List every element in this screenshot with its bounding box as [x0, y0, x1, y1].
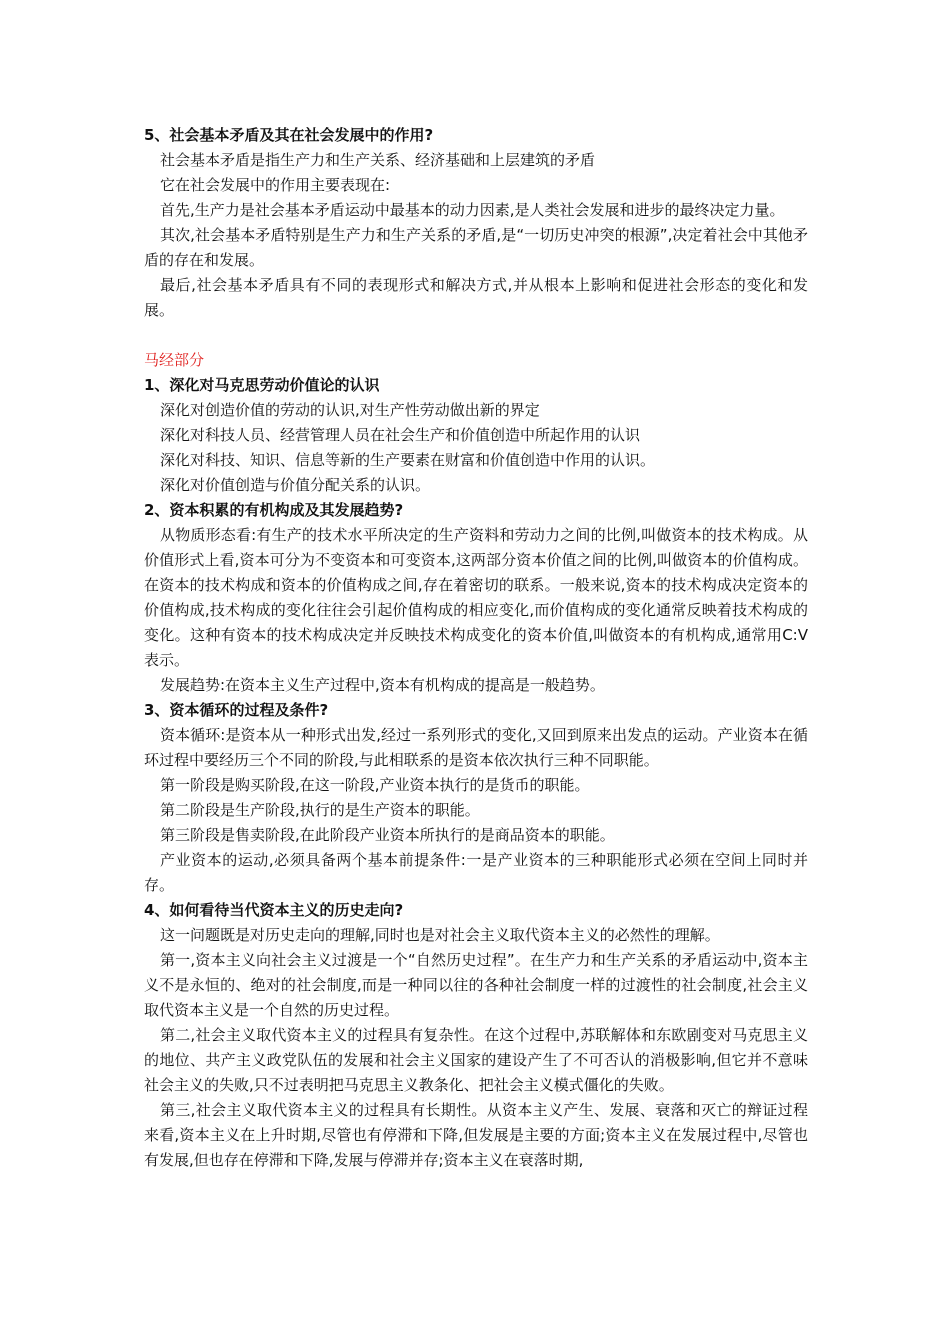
- question-heading: 3、资本循环的过程及条件?: [144, 701, 329, 719]
- paragraph: 这一问题既是对历史走向的理解,同时也是对社会主义取代资本主义的必然性的理解。: [160, 926, 720, 944]
- paragraph: 发展趋势:在资本主义生产过程中,资本有机构成的提高是一般趋势。: [160, 676, 605, 694]
- question-heading: 5、社会基本矛盾及其在社会发展中的作用?: [144, 126, 434, 144]
- paragraph: 第三,社会主义取代资本主义的过程具有长期性。从资本主义产生、发展、衰落和灭亡的辩证过程来看,资本主义在上升时期,尽管也有停滞和下降,但发展是主要的方面;资本主义在发展过程中,尽管也有发展,但也存在停滞和下降,发展与停滞并存;资本主义在衰落时期,: [144, 1101, 808, 1169]
- paragraph: 产业资本的运动,必须具备两个基本前提条件:一是产业资本的三种职能形式必须在空间上同时并存。: [144, 851, 808, 894]
- paragraph: 深化对价值创造与价值分配关系的认识。: [160, 476, 431, 494]
- paragraph: 第二阶段是生产阶段,执行的是生产资本的职能。: [160, 801, 480, 819]
- document-page: [144, 123, 808, 1173]
- paragraph: 第一阶段是购买阶段,在这一阶段,产业资本执行的是货币的职能。: [160, 776, 590, 794]
- paragraph: 深化对科技人员、经营管理人员在社会生产和价值创造中所起作用的认识: [160, 426, 641, 444]
- question-heading: 4、如何看待当代资本主义的历史走向?: [144, 901, 404, 919]
- paragraph: 第三阶段是售卖阶段,在此阶段产业资本所执行的是商品资本的职能。: [160, 826, 615, 844]
- paragraph: 社会基本矛盾是指生产力和生产关系、经济基础和上层建筑的矛盾: [160, 151, 596, 169]
- paragraph: 其次,社会基本矛盾特别是生产力和生产关系的矛盾,是“一切历史冲突的根源”,决定着社会中其他矛盾的存在和发展。: [144, 226, 808, 269]
- question-heading: 1、深化对马克思劳动价值论的认识: [144, 376, 380, 394]
- paragraph: 深化对科技、知识、信息等新的生产要素在财富和价值创造中作用的认识。: [160, 451, 656, 469]
- question-heading: 2、资本积累的有机构成及其发展趋势?: [144, 501, 404, 519]
- paragraph: 深化对创造价值的劳动的认识,对生产性劳动做出新的界定: [160, 401, 540, 419]
- paragraph: 它在社会发展中的作用主要表现在:: [160, 176, 391, 194]
- section-title: 马经部分: [144, 351, 205, 369]
- paragraph: 首先,生产力是社会基本矛盾运动中最基本的动力因素,是人类社会发展和进步的最终决定力量。: [160, 201, 785, 219]
- paragraph: 第二,社会主义取代资本主义的过程具有复杂性。在这个过程中,苏联解体和东欧剧变对马克思主义的地位、共产主义政党队伍的发展和社会主义国家的建设产生了不可否认的消极影响,但它并不意味社会主义的失败,只不过表明把马克思主义教条化、把社会主义模式僵化的失败。: [144, 1026, 808, 1094]
- paragraph: 最后,社会基本矛盾具有不同的表现形式和解决方式,并从根本上影响和促进社会形态的变化和发展。: [144, 276, 808, 319]
- paragraph: 资本循环:是资本从一种形式出发,经过一系列形式的变化,又回到原来出发点的运动。产业资本在循环过程中要经历三个不同的阶段,与此相联系的是资本依次执行三种不同职能。: [144, 726, 808, 769]
- paragraph: 从物质形态看:有生产的技术水平所决定的生产资料和劳动力之间的比例,叫做资本的技术构成。从价值形式上看,资本可分为不变资本和可变资本,这两部分资本价值之间的比例,叫做资本的价值构成。在资本的技术构成和资本的价值构成之间,存在着密切的联系。一般来说,资本的技术构成决定资本的价值构成,技术构成的变化往往会引起价值构成的相应变化,而价值构成的变化通常反映着技术构成的变化。这种有资本的技术构成决定并反映技术构成变化的资本价值,叫做资本的有机构成,通常用C:V表示。: [144, 526, 808, 669]
- paragraph: 第一,资本主义向社会主义过渡是一个“自然历史过程”。在生产力和生产关系的矛盾运动中,资本主义不是永恒的、绝对的社会制度,而是一种同以往的各种社会制度一样的过渡性的社会制度,社会主义取代资本主义是一个自然的历史过程。: [144, 951, 808, 1019]
